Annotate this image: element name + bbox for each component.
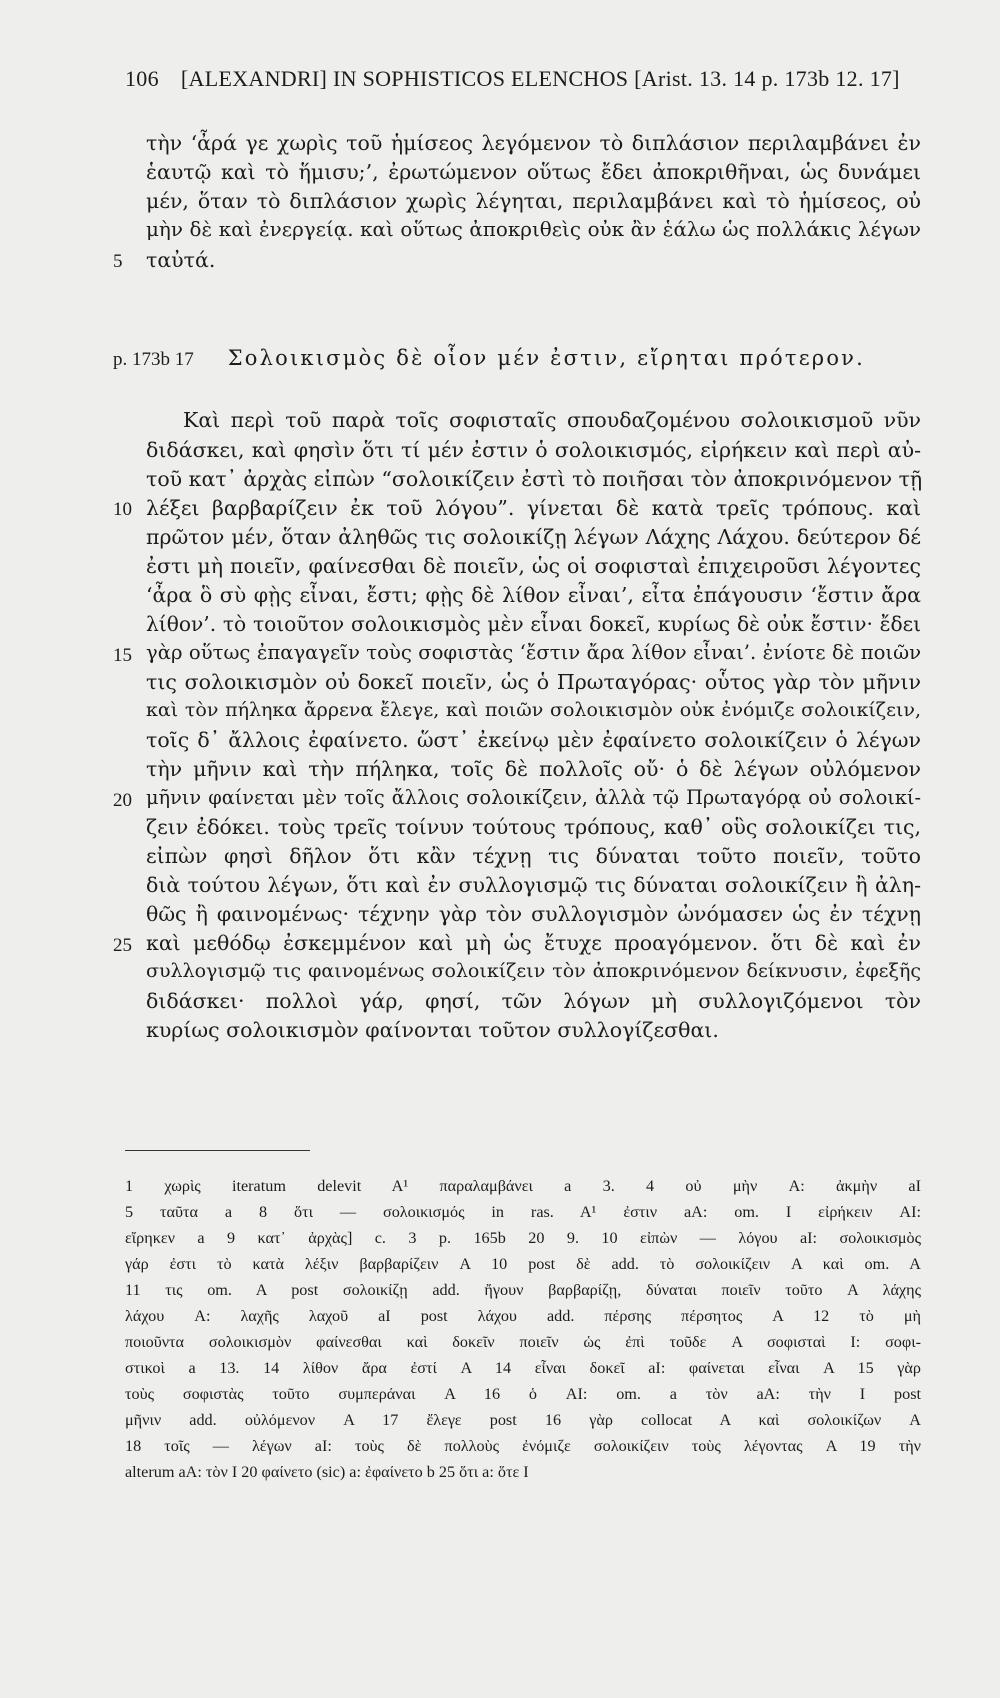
section-title: Σολοικισμὸς δὲ οἷον μέν ἐστιν, εἴρηται πρότερον. (227, 346, 866, 370)
footnote-line: στικοὶ a 13. 14 λίθον ἄρα ἐστί A 14 εἶναι δοκεῖ aI: φαίνεται εἶναι A 15 γὰρ (125, 1359, 921, 1377)
text-line: ἑαυτῷ καὶ τὸ ἥμισυ;’, ἐρωτώμενον οὕτως ἔδει ἀποκριθῆναι, ὡς δυνάμει (146, 160, 921, 184)
text-line: τὴν ‘ἆρά γε χωρὶς τοῦ ἡμίσεος λεγόμενον τὸ διπλάσιον περιλαμβάνει ἐν (146, 131, 921, 155)
text-line: καὶ μεθόδῳ ἐσκεμμένον καὶ μὴ ὡς ἔτυχε προαγόμενον. ὅτι δὲ καὶ ἐν (146, 931, 921, 955)
text-line: ἐστι μὴ ποιεῖν, φαίνεσθαι δὲ ποιεῖν, ὡς οἱ σοφισταὶ ἐπιχειροῦσι λέγοντες (146, 554, 921, 578)
text-line: διὰ τούτου λέγων, ὅτι καὶ ἐν συλλογισμῷ τις δύναται σολοικίζειν ἢ ἀλη- (146, 873, 921, 897)
text-line: μέν, ὅταν τὸ διπλάσιον χωρὶς λέγηται, περιλαμβάνει καὶ τὸ ἡμίσεος, οὐ (146, 189, 921, 213)
text-line: ταὐτά. (146, 248, 216, 272)
text-line: διδάσκει· πολλοὶ γάρ, φησί, τῶν λόγων μὴ συλλογιζόμενοι τὸν (146, 989, 921, 1013)
section-reference: p. 173b 17 (113, 349, 194, 370)
text-line: μὴν δὲ καὶ ἐνεργείᾳ. καὶ οὕτως ἀποκριθεὶς οὐκ ἂν ἑάλω ὡς πολλάκις λέγων (146, 218, 921, 241)
text-line: διδάσκει, καὶ φησὶν ὅτι τί μέν ἐστιν ὁ σολοικισμός, εἰρήκειν καὶ περὶ αὐ- (146, 438, 921, 462)
text-line: μῆνιν φαίνεται μὲν τοῖς ἄλλοις σολοικίζειν, ἀλλὰ τῷ Πρωταγόρᾳ οὐ σολοικί- (146, 786, 921, 809)
text-line: καὶ τὸν πήληκα ἄρρενα ἔλεγε, καὶ ποιῶν σολοικισμὸν οὐκ ἐνόμιζε σολοικίζειν, (146, 699, 921, 721)
footnote-line: λάχου A: λαχῆς λαχοῦ aI post λάχου add. πέρσης πέρσητος A 12 τὸ μὴ (125, 1307, 921, 1325)
footnote-line: γάρ ἐστι τὸ κατὰ λέξιν βαρβαρίζειν A 10 post δὲ add. τὸ σολοικίζειν A καὶ om. A (125, 1255, 921, 1273)
text-line: Καὶ περὶ τοῦ παρὰ τοῖς σοφισταῖς σπουδαζομένου σολοικισμοῦ νῦν (183, 408, 921, 432)
footnote-line: τοὺς σοφιστὰς τοῦτο συμπεράναι A 16 ὁ AI: om. a τὸν aA: τὴν I post (125, 1385, 921, 1403)
footnote-separator (125, 1150, 310, 1151)
text-line: ζειν ἐδόκει. τοὺς τρεῖς τοίνυν τούτους τρόπους, καθ᾽ οὓς σολοικίζει τις, (146, 815, 921, 839)
footnote-line: ποιοῦντα σολοικισμὸν φαίνεσθαι καὶ δοκεῖν ποιεῖν ὡς ἐπὶ τοῦδε A σοφισταὶ I: σοφι- (125, 1333, 921, 1351)
footnote-line: 18 τοῖς — λέγων aI: τοὺς δὲ πολλοὺς ἐνόμιζε σολοικίζειν τοὺς λέγοντας A 19 τὴν (125, 1437, 921, 1455)
footnote-line: 11 τις om. A post σολοικίζῃ add. ἤγουν βαρβαρίζῃ, δύναται ποιεῖν τοῦτο A λάχης (125, 1281, 921, 1299)
line-number: 20 (113, 790, 132, 811)
text-line: τις σολοικισμὸν οὐ δοκεῖ ποιεῖν, ὡς ὁ Πρωταγόρας· οὗτος γὰρ τὸν μῆνιν (146, 670, 921, 694)
footnote-line: μῆνιν add. οὐλόμενον A 17 ἔλεγε post 16 γὰρ collocat A καὶ σολοικίζων A (125, 1411, 921, 1429)
running-title: [ALEXANDRI] IN SOPHISTICOS ELENCHOS [Arist. 13. 14 p. 173b 12. 17] (180, 66, 900, 91)
line-number: 10 (113, 499, 132, 520)
footnote-line: εἴρηκεν a 9 κατ᾽ ἀρχὰς] c. 3 p. 165b 20 9. 10 εἰπὼν — λόγου aI: σολοικισμὸς (125, 1229, 921, 1247)
section-heading (113, 346, 921, 371)
text-line: τὴν μῆνιν καὶ τὴν πήληκα, τοῖς δὲ πολλοῖς οὔ· ὁ δὲ λέγων οὐλόμενον (146, 757, 921, 781)
text-line: θῶς ἢ φαινομένως· τέχνην γὰρ τὸν συλλογισμὸν ὠνόμασεν ὡς ἐν τέχνῃ (146, 902, 921, 926)
text-line: λίθον’. τὸ τοιοῦτον σολοικισμὸς μὲν εἶναι δοκεῖ, κυρίως δὲ οὐκ ἔστιν· ἔδει (146, 612, 921, 636)
text-line: τοῦ κατ᾽ ἀρχὰς εἰπὼν “σολοικίζειν ἐστὶ τὸ ποιῆσαι τὸν ἀποκρινόμενον τῇ (146, 467, 923, 491)
text-line: συλλογισμῷ τις φαινομένως σολοικίζειν τὸν ἀποκρινόμενον δείκνυσιν, ἐφεξῆς (146, 960, 921, 982)
text-line: γὰρ οὕτως ἐπαγαγεῖν τοὺς σοφιστὰς ‘ἔστιν ἄρα λίθον εἶναι’. ἐνίοτε δὲ ποιῶν (146, 641, 921, 664)
line-number: 5 (113, 251, 123, 272)
text-line: πρῶτον μέν, ὅταν ἀληθῶς τις σολοικίζῃ λέγων Λάχης Λάχου. δεύτερον δέ (146, 525, 921, 549)
page-number: 106 (125, 66, 159, 91)
footnote-line: 5 ταῦτα a 8 ὅτι — σολοικισμός in ras. A¹ ἐστιν aA: om. I εἰρήκειν AI: (125, 1203, 921, 1221)
text-line: κυρίως σολοικισμὸν φαίνονται τοῦτον συλλογίζεσθαι. (146, 1018, 719, 1042)
running-header (125, 66, 905, 92)
line-number: 15 (113, 645, 132, 666)
text-line: εἰπὼν φησὶ δῆλον ὅτι κἂν τέχνῃ τις δύναται τοῦτο ποιεῖν, τοῦτο (146, 844, 921, 868)
text-line: τοῖς δ᾽ ἄλλοις ἐφαίνετο. ὥστ᾽ ἐκείνῳ μὲν ἐφαίνετο σολοικίζειν ὁ λέγων (146, 728, 921, 752)
footnote-line: alterum aA: τὸν I 20 φαίνετο (sic) a: ἐφαίνετο b 25 ὅτι a: ὅτε I (125, 1463, 529, 1481)
line-number: 25 (113, 935, 132, 956)
text-line: ‘ἆρα ὃ σὺ φῂς εἶναι, ἔστι; φῂς δὲ λίθον εἶναι’, εἶτα ἐπάγουσιν ‘ἔστιν ἄρα (146, 583, 921, 607)
footnote-line: 1 χωρὶς iteratum delevit A¹ παραλαμβάνει a 3. 4 οὐ μὴν A: ἀκμὴν aI (125, 1177, 921, 1195)
text-line: λέξει βαρβαρίζειν ἐκ τοῦ λόγου”. γίνεται δὲ κατὰ τρεῖς τρόπους. καὶ (146, 496, 921, 520)
